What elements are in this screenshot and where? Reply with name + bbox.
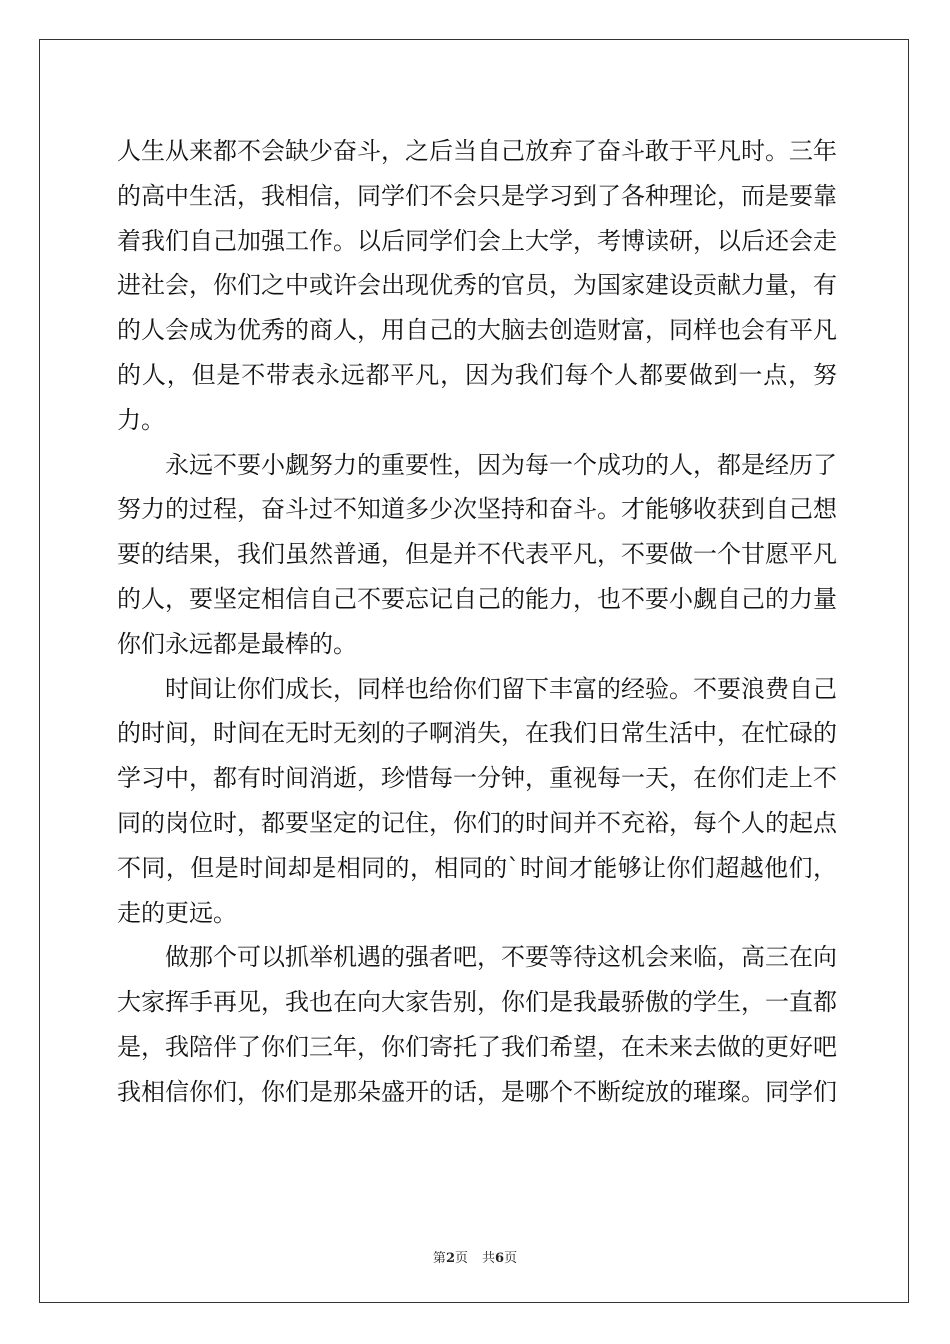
page-footer [0, 1247, 950, 1266]
paragraph-3: 时间让你们成长，同样也给你们留下丰富的经验。不要浪费自己的时间，时间在无时无刻的子啊消失，在我们日常生活中，在忙碌的学习中，都有时间消逝，珍惜每一分钟，重视每一天，在你们走上不同的岗位时，都要坚定的记住，你们的时间并不充裕，每个人的起点不同，但是时间却是相同的，相同的`时间才能够让你们超越他们，走的更远。 [117, 674, 837, 927]
footer-total-prefix: 共 [482, 1251, 496, 1266]
footer-page-number: 2 [445, 1251, 455, 1266]
paragraph-2: 永远不要小觑努力的重要性，因为每一个成功的人，都是经历了努力的过程，奋斗过不知道多少次坚持和奋斗。才能够收获到自己想要的结果，我们虽然普通，但是并不代表平凡，不要做一个甘愿平凡的人，要坚定相信自己不要忘记自己的能力，也不要小觑自己的力量你们永远都是最棒的。 [117, 450, 837, 658]
document-body [117, 129, 837, 1115]
paragraph-4: 做那个可以抓举机遇的强者吧，不要等待这机会来临，高三在向大家挥手再见，我也在向大家告别，你们是我最骄傲的学生，一直都是，我陪伴了你们三年，你们寄托了我们希望，在未来去做的更好吧我相信你们，你们是那朵盛开的话，是哪个不断绽放的璀璨。同学们 [117, 943, 837, 1106]
paragraph-1: 人生从来都不会缺少奋斗，之后当自己放弃了奋斗敢于平凡时。三年的高中生活，我相信，同学们不会只是学习到了各种理论，而是要靠着我们自己加强工作。以后同学们会上大学，考博读研，以后还会走进社会，你们之中或许会出现优秀的官员，为国家建设贡献力量，有的人会成为优秀的商人，用自己的大脑去创造财富，同样也会有平凡的人，但是不带表永远都平凡，因为我们每个人都要做到一点，努力。 [117, 137, 837, 434]
footer-page-suffix: 页 [454, 1251, 468, 1266]
footer-total-pages: 6 [495, 1251, 505, 1266]
footer-page-prefix: 第 [432, 1251, 446, 1266]
footer-total-suffix: 页 [504, 1251, 518, 1266]
